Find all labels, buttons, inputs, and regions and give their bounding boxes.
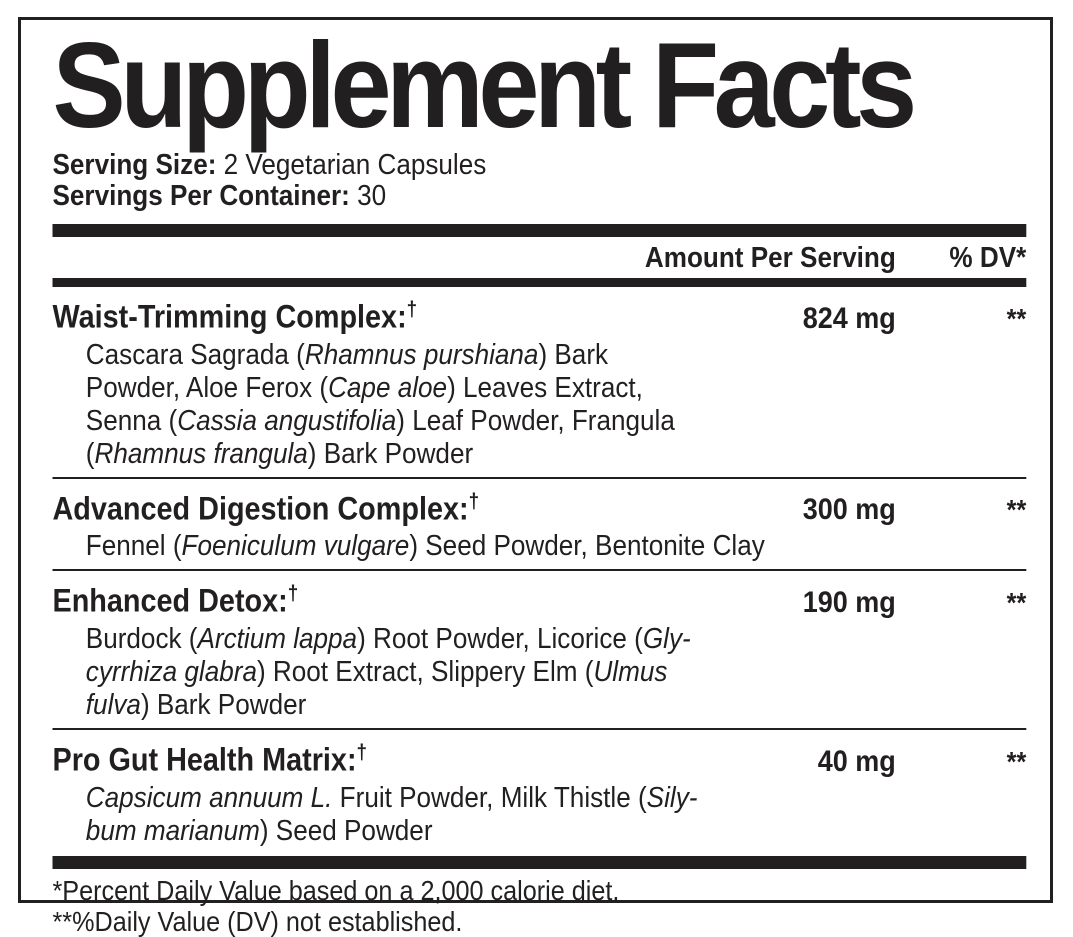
ingredient-detail-line: Cascara Sagrada (Rhamnus purshiana) Bark <box>85 338 609 371</box>
ingredient-row <box>53 287 1027 477</box>
ingredient-detail-line: (Rhamnus frangula) Bark Powder <box>85 437 474 470</box>
ingredient-name: Waist-Trimming Complex:† <box>52 298 418 335</box>
ingredient-detail-line: Burdock (Arctium lappa) Root Powder, Licorice (Gly- <box>85 622 691 655</box>
dagger-mark: † <box>356 740 368 764</box>
ingredient-amount: 190 mg <box>802 585 896 619</box>
serving-size-line <box>53 150 1027 181</box>
ingredient-detail-line: Powder, Aloe Ferox (Cape aloe) Leaves Extract, <box>85 371 643 404</box>
ingredient-row-head <box>53 574 1027 623</box>
dagger-mark: † <box>287 582 299 606</box>
ingredient-detail <box>53 339 1027 471</box>
ingredient-detail <box>53 623 1027 722</box>
serving-info <box>53 150 1027 212</box>
ingredient-detail-line: Senna (Cassia angustifolia) Leaf Powder, Frangula <box>85 404 675 437</box>
servings-per-container-value: 30 <box>357 180 387 212</box>
separator-bar-medium <box>53 278 1027 287</box>
footnote-percent-dv: *Percent Daily Value based on a 2,000 calorie diet. <box>52 874 620 906</box>
label-content <box>21 17 1056 937</box>
ingredient-row <box>53 728 1027 854</box>
ingredient-detail-line: fulva) Bark Powder <box>85 688 307 721</box>
ingredient-amount: 300 mg <box>802 493 896 527</box>
dagger-mark: † <box>406 298 418 321</box>
panel-title: Supplement Facts <box>52 17 912 153</box>
servings-per-container-label: Servings Per Container: <box>52 180 350 212</box>
column-header-row <box>53 237 1027 278</box>
ingredient-dv: ** <box>1006 586 1027 618</box>
ingredient-row-head <box>53 290 1027 339</box>
ingredient-name: Pro Gut Health Matrix:† <box>52 740 368 778</box>
ingredient-detail-line: cyrrhiza glabra) Root Extract, Slippery Elm (Ulmus <box>85 655 668 688</box>
footnote-dv-not-established: **%Daily Value (DV) not established. <box>52 905 463 937</box>
ingredient-name: Advanced Digestion Complex:† <box>52 489 480 527</box>
amount-per-serving-header: Amount Per Serving <box>644 242 896 274</box>
footnotes <box>53 875 1027 937</box>
ingredient-detail <box>53 530 1027 563</box>
percent-dv-header: % DV* <box>949 242 1027 274</box>
separator-bar-thick-bottom <box>53 856 1027 869</box>
separator-bar-thick-top <box>53 224 1027 237</box>
ingredient-dv: ** <box>1006 302 1027 334</box>
serving-size-label: Serving Size: <box>52 149 217 181</box>
ingredient-row-head <box>53 733 1027 782</box>
ingredient-detail <box>53 782 1027 848</box>
ingredient-dv: ** <box>1006 494 1027 526</box>
ingredient-row <box>53 477 1027 570</box>
servings-per-container-line <box>53 181 1027 212</box>
ingredient-amount: 824 mg <box>802 301 896 335</box>
supplement-facts-panel <box>18 17 1053 937</box>
ingredient-detail-line: bum marianum) Seed Powder <box>85 814 433 847</box>
ingredient-dv: ** <box>1006 745 1027 777</box>
ingredient-name: Enhanced Detox:† <box>52 582 299 619</box>
ingredient-amount: 40 mg <box>817 744 896 778</box>
dagger-mark: † <box>468 489 480 513</box>
ingredient-rows <box>53 287 1027 854</box>
ingredient-detail-line: Capsicum annuum L. Fruit Powder, Milk Thistle (Sily- <box>85 781 698 814</box>
ingredient-row-head <box>53 482 1027 531</box>
serving-size-value: 2 Vegetarian Capsules <box>223 149 487 181</box>
ingredient-row <box>53 569 1027 728</box>
ingredient-detail-line: Fennel (Foeniculum vulgare) Seed Powder, Bentonite Clay <box>85 530 765 563</box>
